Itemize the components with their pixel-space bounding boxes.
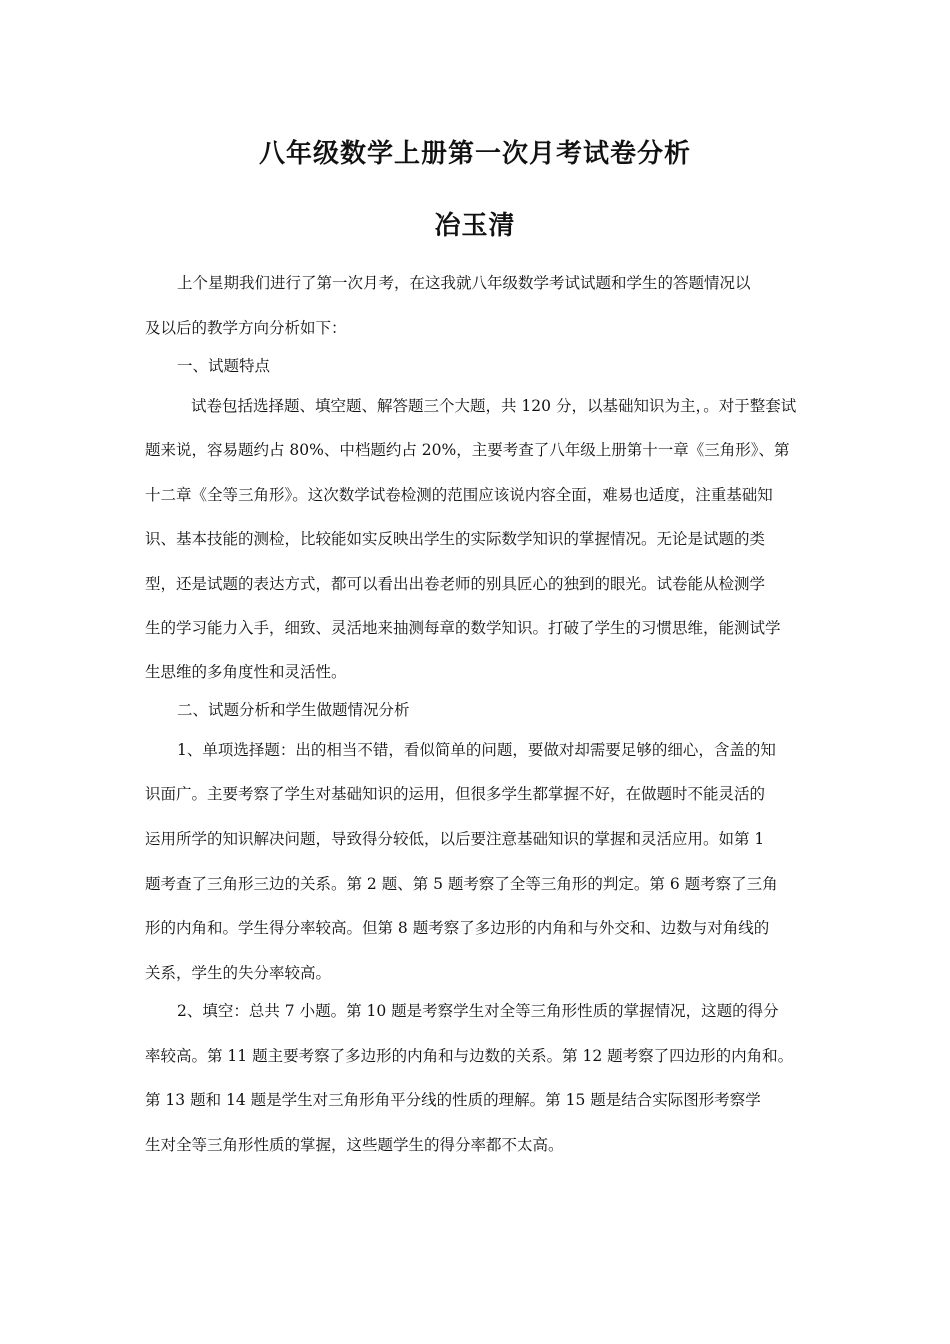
paragraph-line: 识、基本技能的测检，比较能如实反映出学生的实际数学知识的掌握情况。无论是试题的类: [145, 530, 766, 548]
paragraph-line: 识面广。主要考察了学生对基础知识的运用，但很多学生都掌握不好，在做题时不能灵活的: [145, 785, 766, 803]
paragraph-line: 题来说，容易题约占 80%、中档题约占 20%，主要考查了八年级上册第十一章《三角形》、第: [145, 441, 790, 459]
section-heading: 一、试题特点: [177, 357, 271, 375]
paragraph-line: 型，还是试题的表达方式，都可以看出出卷老师的别具匠心的独到的眼光。试卷能从检测学: [145, 575, 766, 593]
paragraph-line: 运用所学的知识解决问题，导致得分较低，以后要注意基础知识的掌握和灵活应用。如第 1: [145, 830, 765, 848]
paragraph-line: 率较高。第 11 题主要考察了多边形的内角和与边数的关系。第 12 题考察了四边形的内角和。: [145, 1047, 794, 1065]
paragraph-line: 生对全等三角形性质的掌握，这些题学生的得分率都不太高。: [145, 1136, 564, 1154]
paragraph-line: 1、单项选择题：出的相当不错，看似简单的问题，要做对却需要足够的细心，含盖的知: [177, 741, 776, 759]
paragraph-line: 十二章《全等三角形》。这次数学试卷检测的范围应该说内容全面，难易也适度，注重基础知: [145, 486, 773, 504]
paragraph-line: 生的学习能力入手，细致、灵活地来抽测每章的数学知识。打破了学生的习惯思维，能测试学: [145, 619, 781, 637]
paragraph-line: 及以后的教学方向分析如下：: [145, 319, 347, 337]
section-heading: 二、试题分析和学生做题情况分析: [177, 701, 410, 719]
document-author: 冶玉清: [434, 211, 516, 241]
paragraph-line: 关系，学生的失分率较高。: [145, 964, 332, 982]
paragraph-line: 2、填空：总共 7 小题。第 10 题是考察学生对全等三角形性质的掌握情况，这题的得分: [177, 1002, 779, 1020]
paragraph-line: 第 13 题和 14 题是学生对三角形角平分线的性质的理解。第 15 题是结合实际图形考察学: [145, 1091, 761, 1109]
paragraph-line: 上个星期我们进行了第一次月考，在这我就八年级数学考试试题和学生的答题情况以: [177, 274, 751, 292]
paragraph-line: 题考查了三角形三边的关系。第 2 题、第 5 题考察了全等三角形的判定。第 6 题考察了三角: [145, 875, 778, 893]
paragraph-line: 生思维的多角度性和灵活性。: [145, 663, 347, 681]
document-title: 八年级数学上册第一次月考试卷分析: [258, 139, 691, 169]
paragraph-line: 试卷包括选择题、填空题、解答题三个大题，共 120 分，以基础知识为主，。对于整套试: [191, 397, 797, 415]
paragraph-line: 形的内角和。学生得分率较高。但第 8 题考察了多边形的内角和与外交和、边数与对角线的: [145, 919, 770, 937]
